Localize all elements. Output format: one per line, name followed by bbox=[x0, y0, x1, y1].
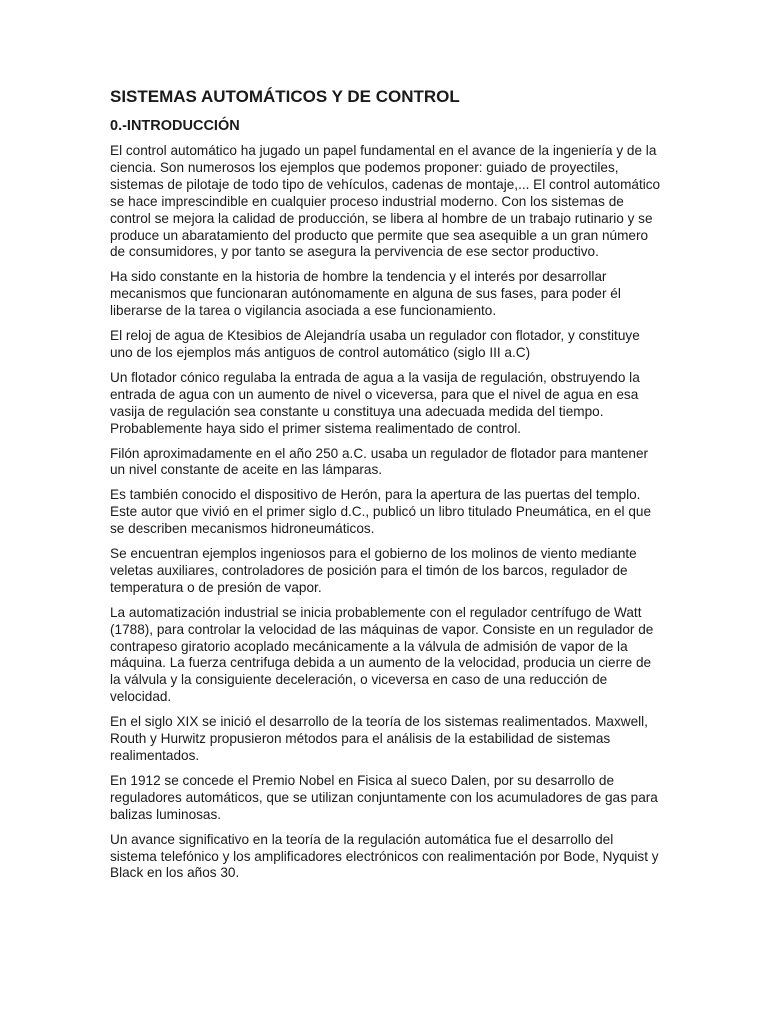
paragraph: El reloj de agua de Ktesibios de Alejandría usaba un regulador con flotador, y constituye uno de los ejemplos más antiguos de control automático (siglo III a.C) bbox=[110, 328, 640, 360]
paragraph: En 1912 se concede el Premio Nobel en Fisica al sueco Dalen, por su desarrollo de reguladores automáticos, que se utilizan conjuntamente con los acumuladores de gas para balizas luminosas. bbox=[110, 772, 658, 822]
paragraph: Es también conocido el dispositivo de Herón, para la apertura de las puertas del templo. Este autor que vivió en el primer siglo d.C., publicó un libro titulado Pneumática, en el que se describen mecanismos hidroneumáticos. bbox=[110, 487, 652, 537]
paragraph: Un avance significativo en la teoría de la regulación automática fue el desarrollo del sistema telefónico y los amplificadores electrónicos con realimentación por Bode, Nyquist y Black en los años 30. bbox=[110, 831, 659, 881]
paragraph: Ha sido constante en la historia de hombre la tendencia y el interés por desarrollar mecanismos que funcionaran autónomamente en alguna de sus fases, para poder él liberarse de la tarea o vigilancia asociada a ese funcionamiento. bbox=[110, 269, 621, 319]
paragraph: Filón aproximadamente en el año 250 a.C. usaba un regulador de flotador para mantener un nivel constante de aceite en las lámparas. bbox=[110, 445, 649, 478]
paragraph: Un flotador cónico regulaba la entrada de agua a la vasija de regulación, obstruyendo la entrada de agua con un aumento de nivel o viceversa, para que el nivel de agua en esa vasija de regulación sea constante u constituya una adecuada medida del tiempo. Probablemente haya sido el primer sistema realimentado de control. bbox=[110, 369, 640, 436]
paragraph: El control automático ha jugado un papel fundamental en el avance de la ingeniería y de la ciencia. Son numerosos los ejemplos que podemos proponer: guiado de proyectiles, sistemas de pilotaje de todo tipo de vehículos, cadenas de montaje,... El control automático se hace imprescindible en cualquier proceso industrial moderno. Con los sistemas de control se mejora la calidad de producción, se libera al hombre de un trabajo rutinario y se produce un abaratamiento del producto que permite que sea asequible a un gran número de consumidores, y por tanto se asegura la pervivencia de ese sector productivo. bbox=[110, 143, 661, 260]
paragraph: En el siglo XIX se inició el desarrollo de la teoría de los sistemas realimentados. Maxwell, Routh y Hurwitz propusieron métodos para el análisis de la estabilidad de sistemas realimentados. bbox=[110, 714, 648, 763]
document-title: SISTEMAS AUTOMÁTICOS Y DE CONTROL bbox=[110, 87, 460, 106]
document-body bbox=[110, 86, 662, 890]
section-title: 0.-INTRODUCCIÓN bbox=[110, 118, 240, 134]
paragraph: Se encuentran ejemplos ingeniosos para el gobierno de los molinos de viento mediante veletas auxiliares, controladores de posición para el timón de los barcos, regulador de temperatura o de presión de vapor. bbox=[110, 546, 637, 595]
paragraph: La automatización industrial se inicia probablemente con el regulador centrífugo de Watt (1788), para controlar la velocidad de las máquinas de vapor. Consiste en un regulador de contrapeso giratorio acoplado mecánicamente a la válvula de admisión de vapor de la máquina. La fuerza centrifuga debida a un aumento de la velocidad, producia un cierre de la válvula y la consiguiente deceleración, o viceversa en caso de una reducción de velocidad. bbox=[110, 604, 654, 705]
